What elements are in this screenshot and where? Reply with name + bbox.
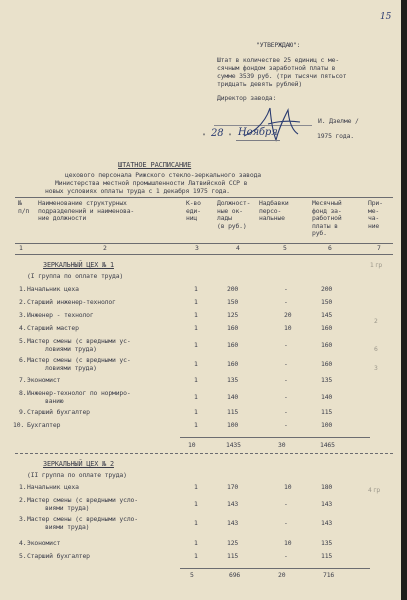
approval-line: сумме 3539 руб. (три тысячи пятьсот bbox=[217, 72, 347, 80]
row-bonus: 10 bbox=[284, 539, 292, 547]
row-position-name: Старший мастер bbox=[27, 324, 79, 332]
row-position-name: виями труда) bbox=[45, 523, 90, 531]
row-number: 4. bbox=[19, 324, 27, 332]
document-title: ШТАТНОЕ РАСПИСАНИЕ bbox=[118, 161, 192, 169]
row-bonus: - bbox=[284, 360, 288, 368]
row-qty: 1 bbox=[194, 483, 198, 491]
row-fund: 160 bbox=[321, 324, 333, 332]
col-number: 6 bbox=[328, 244, 332, 252]
row-bonus: - bbox=[284, 500, 288, 508]
approval-line: Штат в количестве 25 единиц с ме- bbox=[217, 56, 340, 64]
approval-line: сячным фондом заработной платы в bbox=[217, 64, 336, 72]
row-number: 6. bbox=[19, 356, 27, 364]
row-salary: 100 bbox=[227, 421, 239, 429]
row-position-name: Начальник цеха bbox=[27, 285, 79, 293]
director-label: Директор завода: bbox=[217, 94, 277, 102]
row-qty: 1 bbox=[194, 324, 198, 332]
approval-title: "УТВЕРЖДАЮ": bbox=[256, 41, 301, 49]
row-fund: 143 bbox=[321, 500, 333, 508]
row-fund: 140 bbox=[321, 393, 333, 401]
row-position-name: Мастер смены (с вредными усло- bbox=[27, 496, 138, 504]
section-group-shop-1: (I группа по оплате труда) bbox=[27, 272, 124, 280]
row-qty: 1 bbox=[194, 393, 198, 401]
row-salary: 135 bbox=[227, 376, 239, 384]
shop-2-total-rule bbox=[180, 568, 370, 569]
col-header-salary: Должност- ные ок- лады (в руб.) bbox=[217, 199, 251, 230]
row-number: 2. bbox=[19, 496, 27, 504]
page-number: 15 bbox=[380, 12, 392, 22]
row-number: 7. bbox=[19, 376, 27, 384]
heading-line: Министерства местной промышленности Латвийской ССР в bbox=[55, 179, 248, 187]
row-number: 5. bbox=[19, 337, 27, 345]
shop-2-total-bonus: 20 bbox=[278, 571, 286, 579]
approval-line: тридцать девять рублей) bbox=[217, 80, 303, 88]
row-bonus: - bbox=[284, 341, 288, 349]
row-fund: 145 bbox=[321, 311, 333, 319]
row-qty: 1 bbox=[194, 500, 198, 508]
shop-1-total-rule bbox=[180, 437, 370, 438]
shop-1-total-salary: 1435 bbox=[226, 441, 241, 449]
row-position-name: Мастер смены (с вредными усло- bbox=[27, 515, 138, 523]
row-salary: 160 bbox=[227, 324, 239, 332]
date-year: 1975 года. bbox=[317, 132, 354, 140]
row-position-name: Старший бухгалтер bbox=[27, 408, 90, 416]
row-number: 4. bbox=[19, 539, 27, 547]
row-fund: 200 bbox=[321, 285, 333, 293]
row-bonus: 10 bbox=[284, 324, 292, 332]
col-header-fund: Месячный фонд за- работной платы в руб. bbox=[312, 199, 342, 238]
row-bonus: - bbox=[284, 519, 288, 527]
col-header-bonus: Надбавки персо- нальные bbox=[259, 199, 289, 223]
col-header-qty: К-во еди- ниц bbox=[186, 199, 201, 223]
row-salary: 143 bbox=[227, 500, 239, 508]
section-divider bbox=[15, 453, 393, 454]
row-number: 1. bbox=[19, 285, 27, 293]
month-underline bbox=[236, 140, 280, 141]
row-qty: 1 bbox=[194, 341, 198, 349]
shop-2-total-fund: 716 bbox=[323, 571, 335, 579]
pencil-note: 1 гр bbox=[370, 262, 383, 269]
col-number: 5 bbox=[283, 244, 287, 252]
row-qty: 1 bbox=[194, 360, 198, 368]
row-number: 10. bbox=[13, 421, 25, 429]
row-position-name: ванию bbox=[45, 397, 64, 405]
row-position-name: Инженер - технолог bbox=[27, 311, 94, 319]
row-position-name: Мастер смены (с вредными ус- bbox=[27, 337, 131, 345]
row-position-name: Инженер-технолог по нормиро- bbox=[27, 389, 131, 397]
row-position-name: ловиями труда) bbox=[45, 345, 97, 353]
row-qty: 1 bbox=[194, 552, 198, 560]
numbers-rule bbox=[15, 254, 393, 255]
date-quote-close: " bbox=[228, 132, 232, 140]
row-position-name: виями труда) bbox=[45, 504, 90, 512]
row-fund: 115 bbox=[321, 408, 333, 416]
col-number: 3 bbox=[195, 244, 199, 252]
row-position-name: ловиями труда) bbox=[45, 364, 97, 372]
row-number: 8. bbox=[19, 389, 27, 397]
row-fund: 160 bbox=[321, 360, 333, 368]
date-day: 28 bbox=[211, 128, 224, 139]
row-number: 1. bbox=[19, 483, 27, 491]
row-fund: 135 bbox=[321, 376, 333, 384]
shop-1-total-qty: 10 bbox=[188, 441, 196, 449]
row-salary: 125 bbox=[227, 539, 239, 547]
row-salary: 160 bbox=[227, 341, 239, 349]
table-top-rule bbox=[15, 197, 393, 198]
row-position-name: Начальник цеха bbox=[27, 483, 79, 491]
row-bonus: - bbox=[284, 285, 288, 293]
row-qty: 1 bbox=[194, 298, 198, 306]
col-number: 4 bbox=[236, 244, 240, 252]
row-fund: 115 bbox=[321, 552, 333, 560]
row-qty: 1 bbox=[194, 408, 198, 416]
row-fund: 135 bbox=[321, 539, 333, 547]
row-qty: 1 bbox=[194, 519, 198, 527]
section-group-shop-2: (II группа по оплате труда) bbox=[27, 471, 127, 479]
section-title-shop-1: ЗЕРКАЛЬНЫЙ ЦЕХ № 1 bbox=[43, 261, 114, 269]
row-salary: 125 bbox=[227, 311, 239, 319]
header-rule bbox=[15, 243, 393, 244]
row-position-name: Экономист bbox=[27, 539, 61, 547]
heading-line: новых условиях оплаты труда с 1 декабря 1975 года. bbox=[45, 187, 230, 195]
row-number: 3. bbox=[19, 311, 27, 319]
row-bonus: - bbox=[284, 421, 288, 429]
pencil-note: 4 гр bbox=[368, 487, 381, 494]
row-salary: 170 bbox=[227, 483, 239, 491]
row-position-name: Старший инженер-технолог bbox=[27, 298, 116, 306]
row-qty: 1 bbox=[194, 539, 198, 547]
row-bonus: 10 bbox=[284, 483, 292, 491]
row-number: 3. bbox=[19, 515, 27, 523]
row-bonus: - bbox=[284, 298, 288, 306]
pencil-note: 3 bbox=[374, 365, 378, 372]
row-number: 9. bbox=[19, 408, 27, 416]
row-salary: 115 bbox=[227, 552, 239, 560]
col-header-name: Наименование структурных подразделений и наименова- ние должности bbox=[38, 199, 135, 223]
row-position-name: Бухгалтер bbox=[27, 421, 61, 429]
date-month: Ноября bbox=[238, 127, 278, 138]
row-salary: 115 bbox=[227, 408, 239, 416]
col-number: 1 bbox=[19, 244, 23, 252]
row-position-name: Мастер смены (с вредными ус- bbox=[27, 356, 131, 364]
date-quote-open: " bbox=[202, 132, 206, 140]
row-qty: 1 bbox=[194, 421, 198, 429]
row-fund: 180 bbox=[321, 483, 333, 491]
section-title-shop-2: ЗЕРКАЛЬНЫЙ ЦЕХ № 2 bbox=[43, 460, 114, 468]
row-salary: 200 bbox=[227, 285, 239, 293]
shop-2-total-salary: 696 bbox=[229, 571, 241, 579]
row-bonus: - bbox=[284, 408, 288, 416]
col-number: 7 bbox=[377, 244, 381, 252]
row-number: 5. bbox=[19, 552, 27, 560]
row-qty: 1 bbox=[194, 285, 198, 293]
row-position-name: Экономист bbox=[27, 376, 61, 384]
row-bonus: - bbox=[284, 376, 288, 384]
row-fund: 100 bbox=[321, 421, 333, 429]
row-qty: 1 bbox=[194, 311, 198, 319]
pencil-note: 6 bbox=[374, 346, 378, 353]
shop-2-total-qty: 5 bbox=[190, 571, 194, 579]
row-number: 2. bbox=[19, 298, 27, 306]
row-position-name: Старший бухгалтер bbox=[27, 552, 90, 560]
row-bonus: - bbox=[284, 393, 288, 401]
signer-name: И. Дзелме / bbox=[318, 117, 359, 125]
shop-1-total-bonus: 30 bbox=[278, 441, 286, 449]
row-bonus: 20 bbox=[284, 311, 292, 319]
row-salary: 140 bbox=[227, 393, 239, 401]
row-fund: 143 bbox=[321, 519, 333, 527]
row-bonus: - bbox=[284, 552, 288, 560]
col-header-number: № п/п bbox=[18, 199, 30, 215]
row-salary: 150 bbox=[227, 298, 239, 306]
row-fund: 150 bbox=[321, 298, 333, 306]
col-number: 2 bbox=[103, 244, 107, 252]
pencil-note: 2 bbox=[374, 318, 378, 325]
heading-line: цехового персонала Рижского стекло-зеркального завода bbox=[65, 171, 261, 179]
row-fund: 160 bbox=[321, 341, 333, 349]
scan-edge bbox=[401, 0, 407, 600]
shop-1-total-fund: 1465 bbox=[320, 441, 335, 449]
row-qty: 1 bbox=[194, 376, 198, 384]
row-salary: 143 bbox=[227, 519, 239, 527]
col-header-note: При- ме- ча- ние bbox=[368, 199, 383, 230]
row-salary: 160 bbox=[227, 360, 239, 368]
